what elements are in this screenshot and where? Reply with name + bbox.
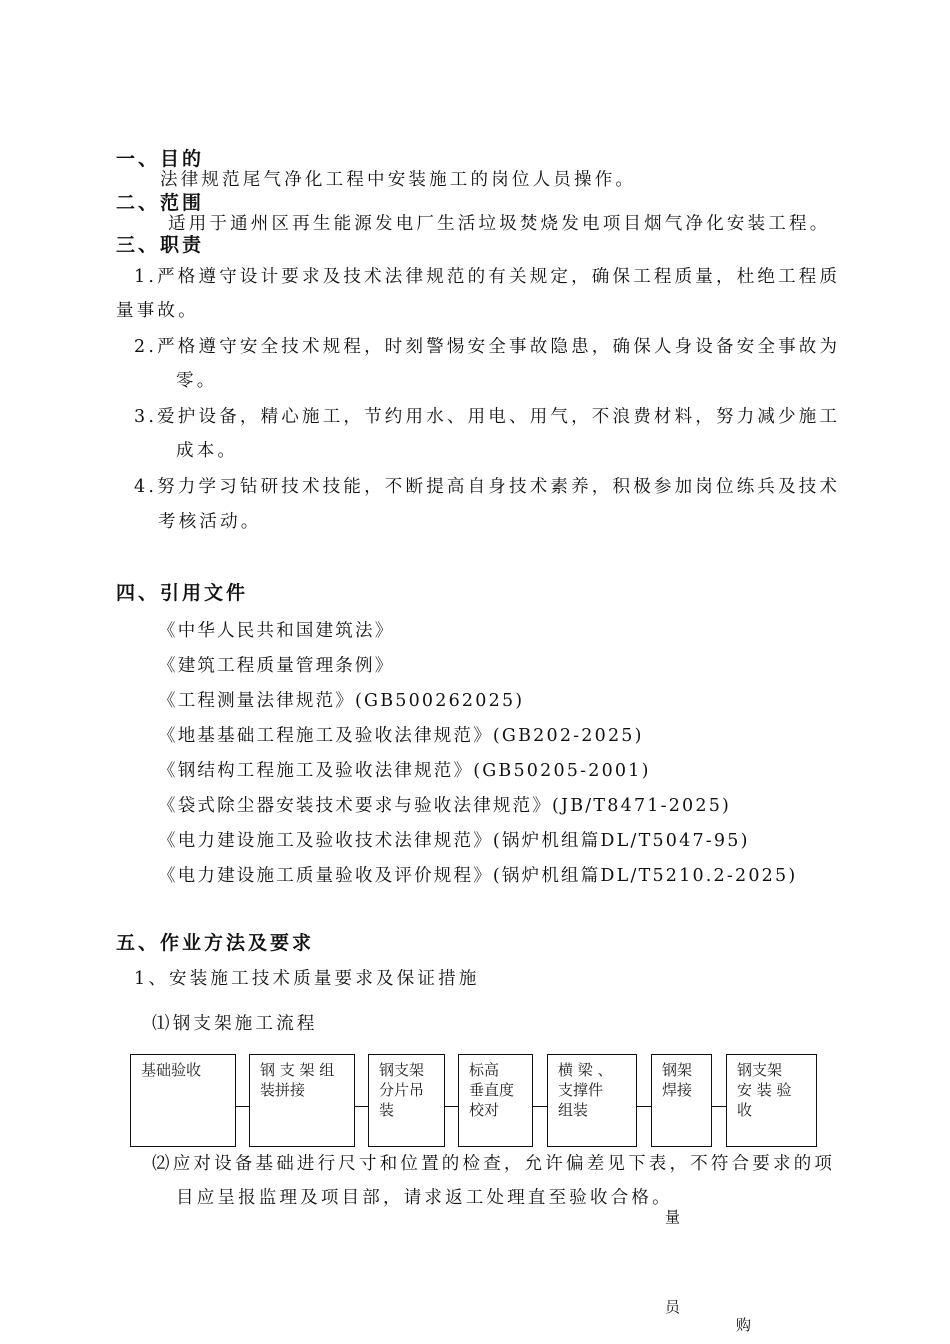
flow-connector	[712, 1106, 726, 1107]
reference-item: 《中华人民共和国建筑法》	[158, 621, 395, 641]
duty-item-2-line1: 2.严格遵守安全技术规程，时刻警惕安全事故隐患，确保人身设备安全事故为	[134, 337, 841, 357]
duty-item-4-line1: 4.努力学习钻研技术技能，不断提高自身技术素养，积极参加岗位练兵及技术	[134, 477, 841, 497]
heading-methods: 五、作业方法及要求	[116, 932, 315, 954]
step-title: ⑴钢支架施工流程	[152, 1014, 318, 1034]
flow-connector	[533, 1106, 547, 1107]
duty-item-2-line2: 零。	[176, 371, 218, 391]
flow-connector	[355, 1106, 368, 1107]
reference-item: 《袋式除尘器安装技术要求与验收法律规范》(JB/T8471-2025)	[158, 796, 732, 816]
stray-char: 购	[736, 1316, 752, 1334]
step2-line1: ⑵应对设备基础进行尺寸和位置的检查，允许偏差见下表，不符合要求的项	[152, 1154, 836, 1174]
flow-step-hoisting: 钢支架 分片吊 装	[368, 1054, 445, 1147]
heading-purpose: 一、目的	[116, 148, 205, 170]
duty-item-1-line2: 量事故。	[116, 301, 199, 321]
flow-connector	[445, 1106, 458, 1107]
duty-item-1-line1: 1.严格遵守设计要求及技术法律规范的有关规定，确保工程质量，杜绝工程质	[134, 267, 841, 287]
duty-item-3-line2: 成本。	[176, 441, 239, 461]
reference-item: 《电力建设施工及验收技术法律规范》(锅炉机组篇DL/T5047-95)	[158, 831, 750, 851]
flow-step-welding: 钢架 焊接	[651, 1054, 712, 1147]
stray-char: 员	[665, 1298, 681, 1316]
duty-item-4-line2: 考核活动。	[158, 512, 262, 532]
reference-item: 《工程测量法律规范》(GB500262025)	[158, 691, 525, 711]
step2-line2: 目应呈报监理及项目部，请求返工处理直至验收合格。	[176, 1188, 673, 1208]
heading-duties: 三、职责	[116, 234, 205, 256]
flow-step-beam-assembly: 横 梁 、 支撑件 组装	[547, 1054, 637, 1147]
reference-item: 《建筑工程质量管理条例》	[158, 656, 395, 676]
flow-connector	[637, 1106, 651, 1107]
heading-references: 四、引用文件	[116, 582, 249, 604]
reference-item: 《地基基础工程施工及验收法律规范》(GB202-2025)	[158, 726, 644, 746]
flow-step-alignment: 标高 垂直度 校对	[458, 1054, 533, 1147]
reference-item: 《钢结构工程施工及验收法律规范》(GB50205-2001)	[158, 761, 651, 781]
purpose-text: 法律规范尾气净化工程中安装施工的岗位人员操作。	[160, 170, 637, 190]
heading-scope: 二、范围	[116, 192, 205, 214]
flow-step-foundation-inspection: 基础验收	[130, 1054, 236, 1147]
subsection-title: 1、安装施工技术质量要求及保证措施	[134, 969, 480, 989]
reference-item: 《电力建设施工质量验收及评价规程》(锅炉机组篇DL/T5210.2-2025)	[158, 866, 798, 886]
flow-step-acceptance: 钢支架 安 装 验 收	[726, 1054, 817, 1147]
flow-connector	[236, 1106, 249, 1107]
duty-item-3-line1: 3.爱护设备，精心施工，节约用水、用电、用气，不浪费材料，努力减少施工	[134, 407, 841, 427]
scope-text: 适用于通州区再生能源发电厂生活垃圾焚烧发电项目烟气净化安装工程。	[168, 214, 831, 234]
stray-char: 量	[665, 1208, 681, 1226]
flow-step-assembly: 钢 支 架 组 装拼接	[249, 1054, 355, 1147]
